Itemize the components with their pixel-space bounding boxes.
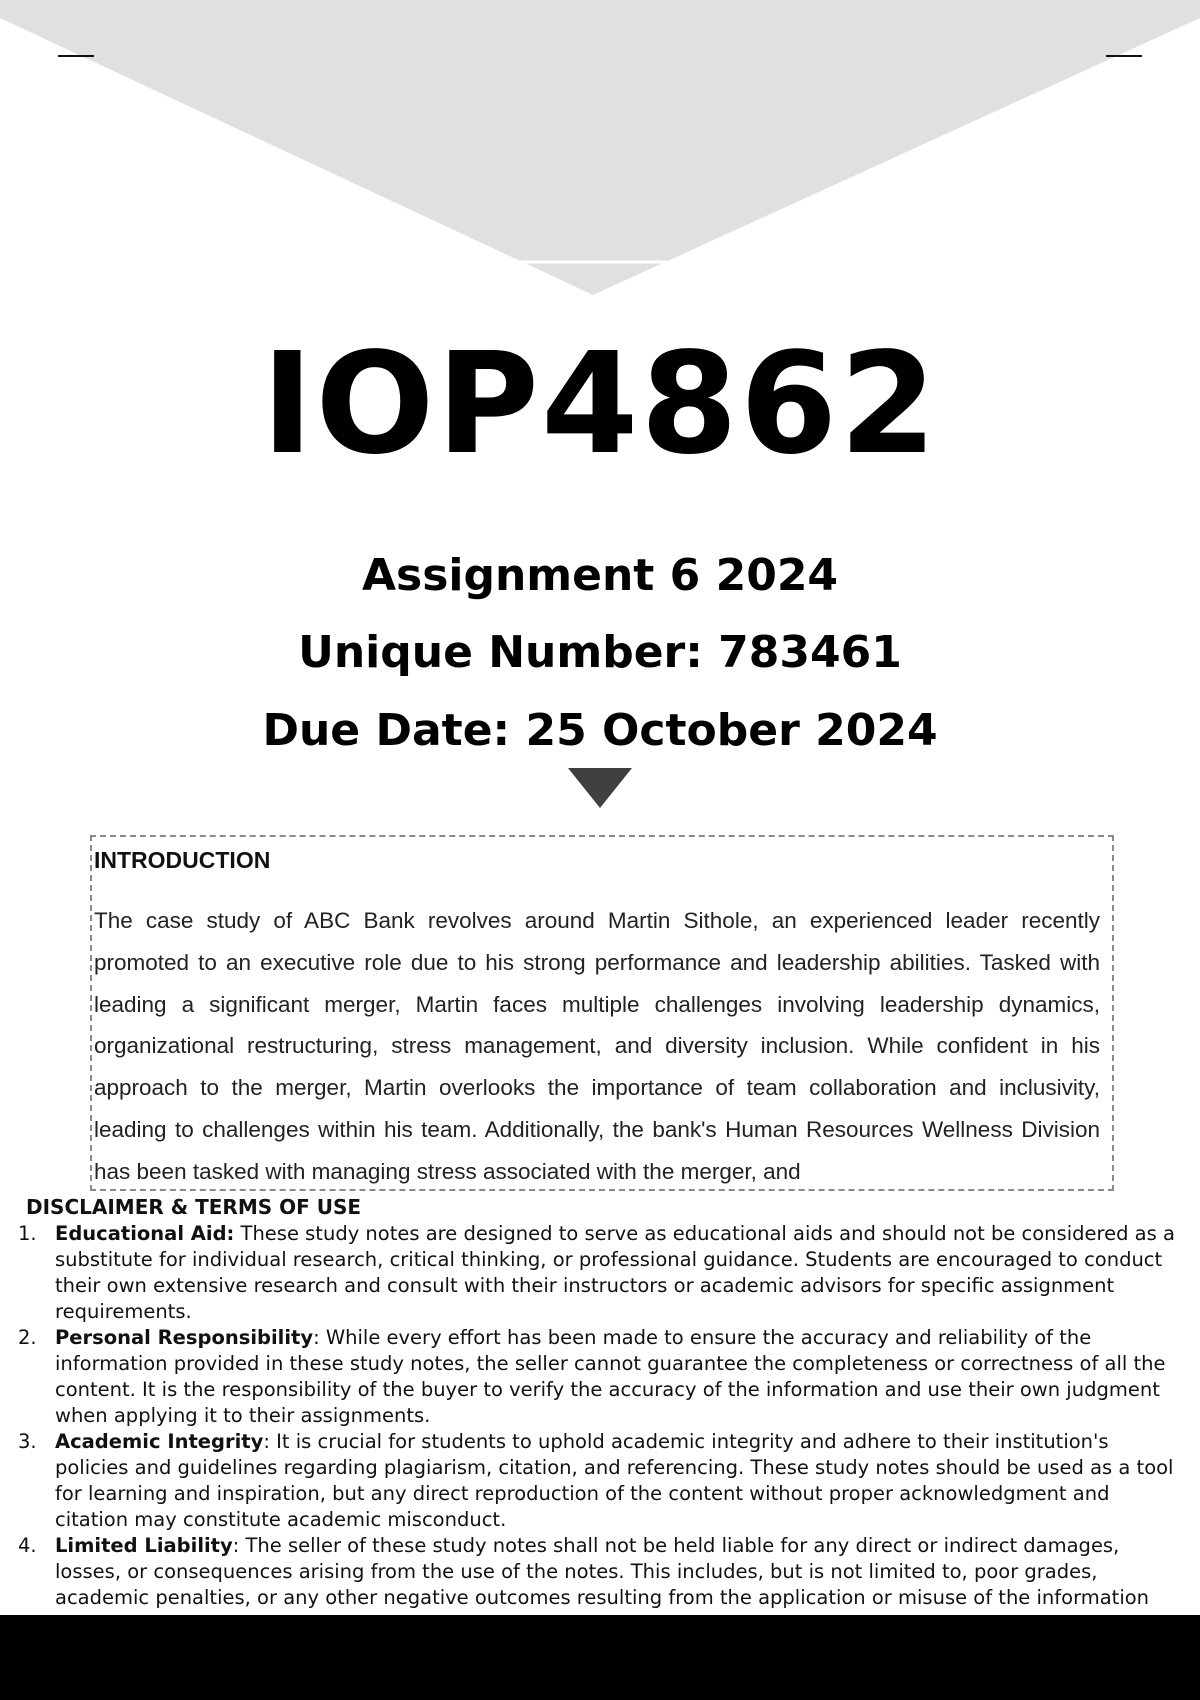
disclaimer-item-label: Academic Integrity bbox=[55, 1430, 264, 1453]
disclaimer-item bbox=[18, 1221, 1188, 1325]
disclaimer-item-number: 2. bbox=[18, 1326, 37, 1349]
disclaimer-item-text: : The seller of these study notes shall not be held liable for any direct or indirect damages, losses, or consequences arising from the use of the notes. This includes, but is not limited to, poor grades, academic penalties, or any other negative outcomes resulting from the application or misuse of the information bbox=[55, 1534, 1150, 1609]
disclaimer-item-text: : While every effort has been made to ensure the accuracy and reliability of the information provided in these study notes, the seller cannot guarantee the completeness or correctness of all the content. It is the responsibility of the buyer to verify the accuracy of the information and use their own judgment when applying it to their assignments. bbox=[55, 1326, 1166, 1427]
introduction-box bbox=[90, 835, 1114, 1191]
disclaimer-item-label: Personal Responsibility bbox=[55, 1326, 314, 1349]
assignment-title: Assignment 6 2024 bbox=[361, 550, 839, 601]
disclaimer-item-text: These study notes are designed to serve as educational aids and should not be considered as a substitute for individual research, critical thinking, or professional guidance. Students are encouraged to conduct their own extensive research and consult with their instructors or academic advisors for specific assignment requirements. bbox=[55, 1222, 1175, 1323]
corner-line-right bbox=[1106, 55, 1142, 57]
disclaimer-item-number: 4. bbox=[18, 1534, 37, 1557]
disclaimer-item-number: 3. bbox=[18, 1430, 37, 1453]
footer-bar bbox=[0, 1615, 1200, 1700]
disclaimer-title: DISCLAIMER & TERMS OF USE bbox=[26, 1195, 362, 1219]
unique-number: Unique Number: 783461 bbox=[298, 627, 902, 678]
introduction-heading: INTRODUCTION bbox=[94, 847, 271, 873]
chevron-banner-icon bbox=[0, 0, 1200, 300]
due-date: Due Date: 25 October 2024 bbox=[262, 705, 938, 756]
disclaimer-item bbox=[18, 1325, 1188, 1429]
course-code: IOP4862 bbox=[261, 323, 939, 486]
introduction-body: The case study of ABC Bank revolves around Martin Sithole, an experienced leader recently promoted to an executive role due to his strong performance and leadership abilities. Tasked with leading a significant merger, Martin faces multiple challenges involving leadership dynamics, organizational restructuring, stress management, and diversity inclusion. While confident in his approach to the merger, Martin overlooks the importance of team collaboration and inclusivity, leading to challenges within his team. Additionally, the bank's Human Resources Wellness Division has been tasked with managing stress associated with the merger, and bbox=[94, 908, 1100, 1184]
disclaimer-item-label: Educational Aid: bbox=[55, 1222, 235, 1245]
disclaimer-item-label: Limited Liability bbox=[55, 1534, 233, 1557]
disclaimer-item bbox=[18, 1429, 1188, 1533]
disclaimer-item bbox=[18, 1533, 1188, 1611]
disclaimer-item-number: 1. bbox=[18, 1222, 37, 1245]
disclaimer-list bbox=[18, 1221, 1188, 1611]
down-triangle-icon bbox=[568, 768, 632, 808]
disclaimer-item-text: : It is crucial for students to uphold academic integrity and adhere to their institution's policies and guidelines regarding plagiarism, citation, and referencing. These study notes should be used as a tool for learning and inspiration, but any direct reproduction of the content without proper acknowledgment and citation may constitute academic misconduct. bbox=[55, 1430, 1174, 1531]
corner-line-left bbox=[58, 55, 94, 57]
